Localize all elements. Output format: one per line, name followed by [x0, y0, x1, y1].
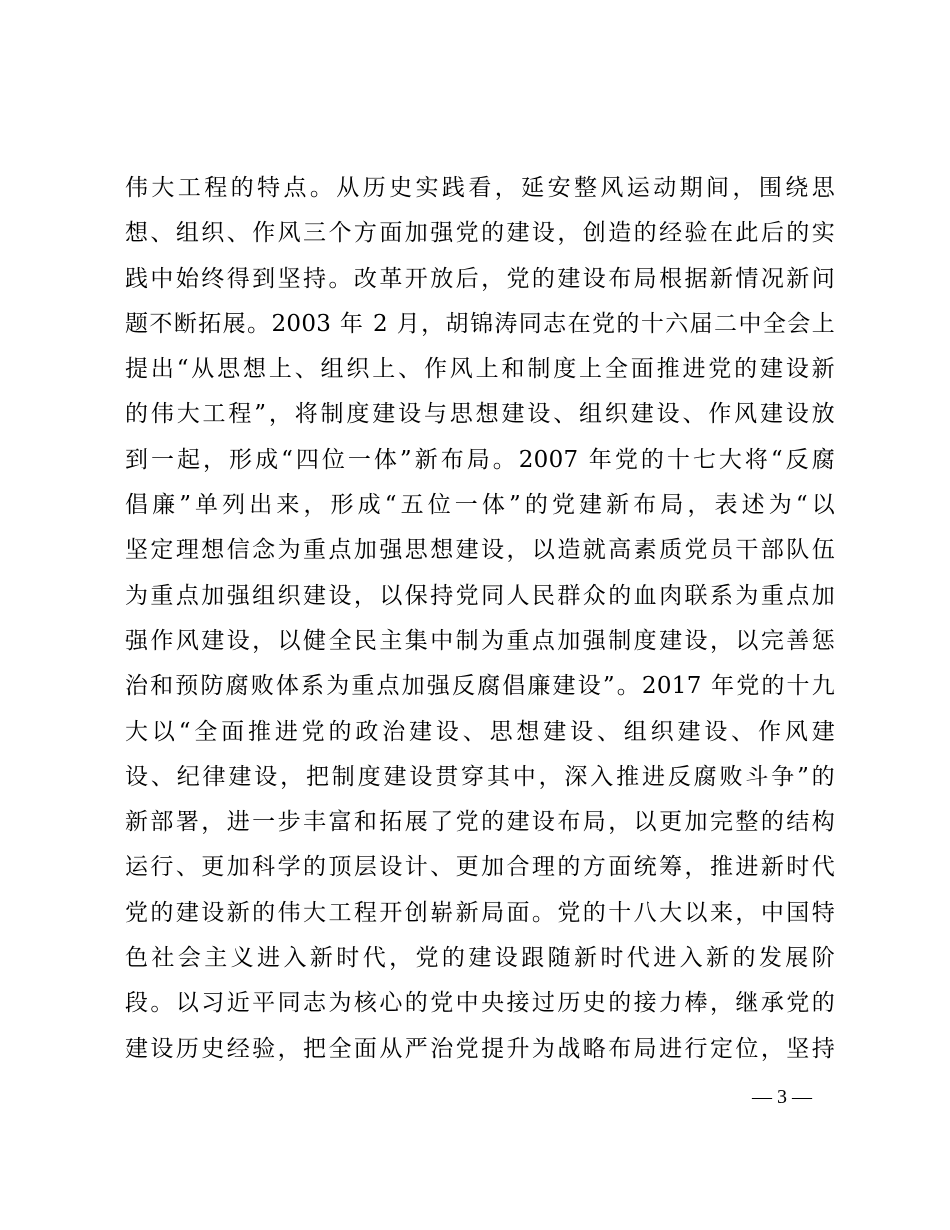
- text-line: 的伟大工程”，将制度建设与思想建设、组织建设、作风建设放: [125, 401, 835, 428]
- text-line: 建设历史经验，把全面从严治党提升为战略布局进行定位，坚持: [125, 1035, 835, 1062]
- text-line: 新部署，进一步丰富和拓展了党的建设布局，以更加完整的结构: [125, 809, 835, 836]
- text-line: 到一起，形成“四位一体”新布局。2007 年党的十七大将“反腐: [125, 446, 835, 473]
- text-line: 段。以习近平同志为核心的党中央接过历史的接力棒，继承党的: [125, 990, 835, 1017]
- text-line: 提出“从思想上、组织上、作风上和制度上全面推进党的建设新: [125, 356, 835, 383]
- text-line: 治和预防腐败体系为重点加强反腐倡廉建设”。2017 年党的十九: [125, 673, 835, 700]
- text-line: 为重点加强组织建设，以保持党同人民群众的血肉联系为重点加: [125, 582, 835, 609]
- document-body: [125, 166, 835, 1072]
- text-line: 伟大工程的特点。从历史实践看，延安整风运动期间，围绕思: [125, 175, 835, 201]
- text-line: 强作风建设，以健全民主集中制为重点加强制度建设，以完善惩: [125, 627, 835, 654]
- page-number: — 3 —: [752, 1086, 812, 1108]
- text-line: 想、组织、作风三个方面加强党的建设，创造的经验在此后的实: [125, 220, 835, 247]
- text-line: 坚定理想信念为重点加强思想建设，以造就高素质党员干部队伍: [125, 537, 835, 564]
- text-line: 题不断拓展。2003 年 2 月，胡锦涛同志在党的十六届二中全会上: [125, 310, 835, 337]
- text-line: 践中始终得到坚持。改革开放后，党的建设布局根据新情况新问: [125, 265, 835, 292]
- text-line: 色社会主义进入新时代，党的建设跟随新时代进入新的发展阶: [125, 945, 835, 972]
- text-line: 大以“全面推进党的政治建设、思想建设、组织建设、作风建: [125, 718, 835, 745]
- text-line: 运行、更加科学的顶层设计、更加合理的方面统筹，推进新时代: [125, 854, 835, 881]
- text-line: 设、纪律建设，把制度建设贯穿其中，深入推进反腐败斗争”的: [125, 763, 835, 790]
- text-line: 党的建设新的伟大工程开创崭新局面。党的十八大以来，中国特: [125, 899, 835, 926]
- text-line: 倡廉”单列出来，形成“五位一体”的党建新布局，表述为“以: [125, 492, 835, 519]
